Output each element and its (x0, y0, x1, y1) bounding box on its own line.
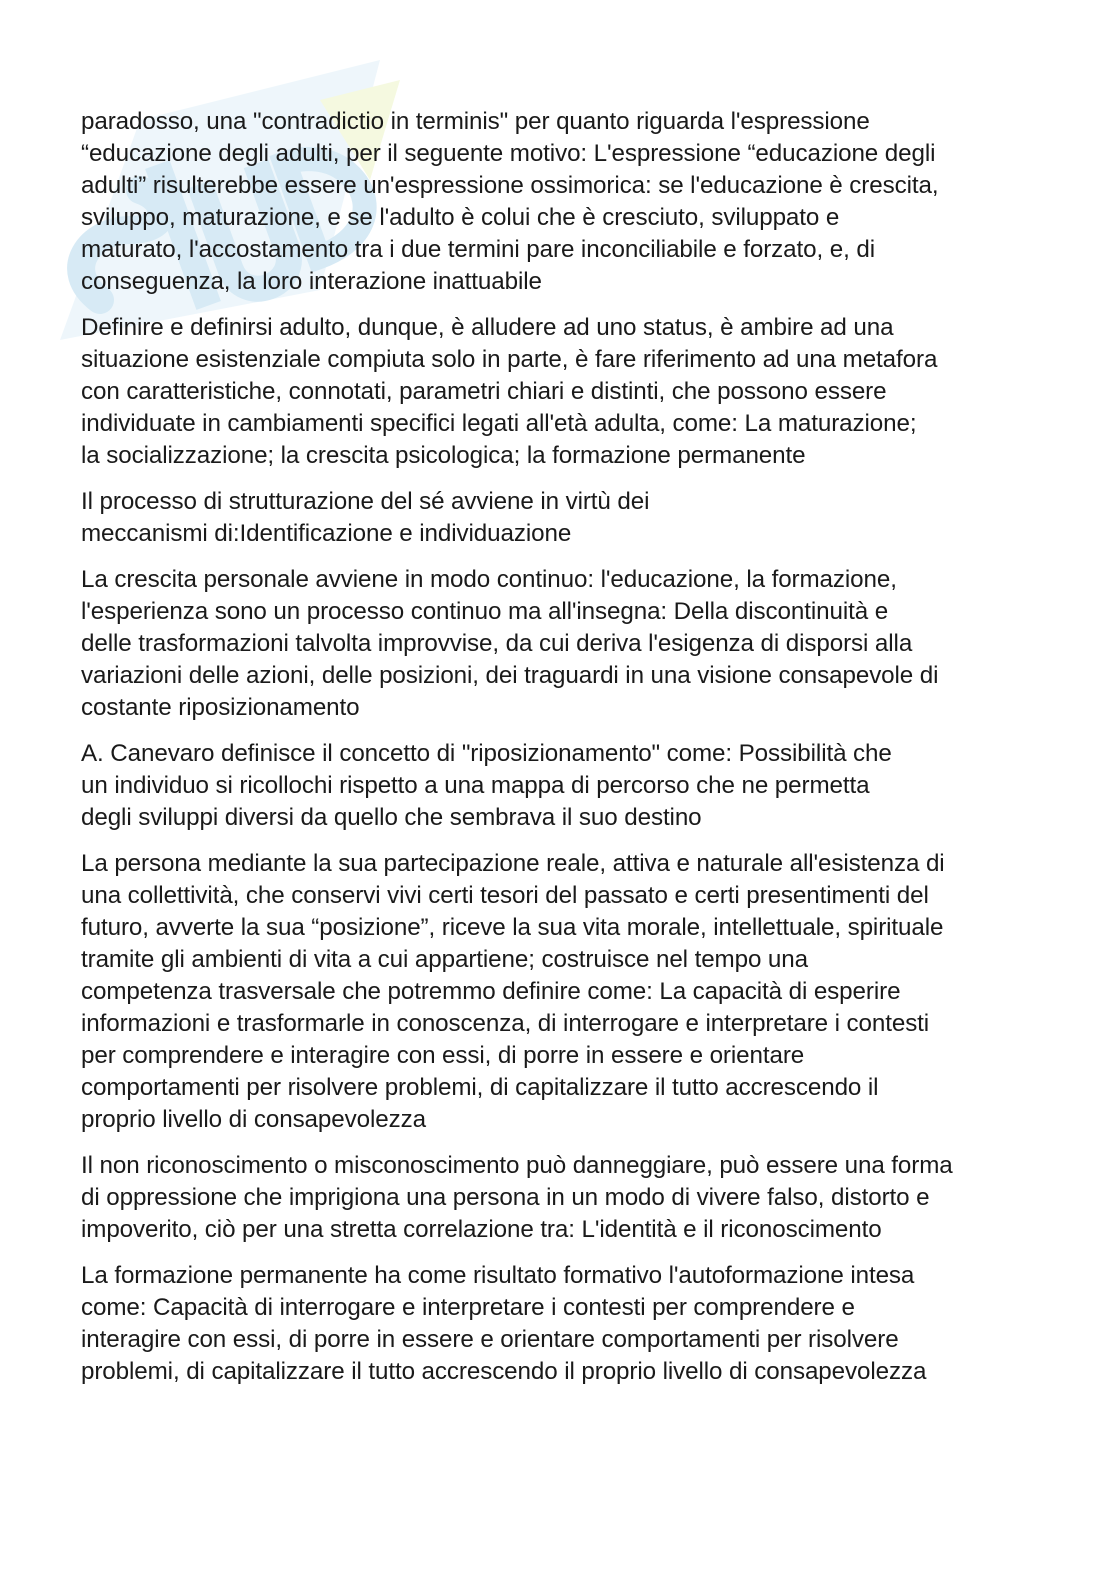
paragraph-line: meccanismi di:Identificazione e individuazione (81, 520, 572, 547)
paragraph-line: proprio livello di consapevolezza (81, 1106, 426, 1133)
paragraph-line: situazione esistenziale compiuta solo in parte, è fare riferimento ad una metafora (81, 346, 938, 373)
paragraph-line: tramite gli ambienti di vita a cui appartiene; costruisce nel tempo una (81, 946, 808, 973)
paragraph-6 (81, 848, 1041, 1136)
paragraph-line: informazioni e trasformarle in conoscenza, di interrogare e interpretare i contesti (81, 1010, 930, 1037)
paragraph-2 (81, 312, 1041, 472)
paragraph-line: “educazione degli adulti, per il seguente motivo: L'espressione “educazione degli (81, 140, 936, 167)
paragraph-3 (81, 486, 1041, 550)
paragraph-line: la socializzazione; la crescita psicologica; la formazione permanente (81, 442, 806, 469)
paragraph-line: costante riposizionamento (81, 694, 360, 721)
paragraph-line: individuate in cambiamenti specifici legati all'età adulta, come: La maturazione; (81, 410, 917, 437)
paragraph-line: competenza trasversale che potremmo definire come: La capacità di esperire (81, 978, 901, 1005)
paragraph-7 (81, 1150, 1041, 1246)
paragraph-line: interagire con essi, di porre in essere e orientare comportamenti per risolvere (81, 1326, 899, 1353)
paragraph-line: A. Canevaro definisce il concetto di "riposizionamento" come: Possibilità che (81, 740, 892, 767)
paragraph-line: adulti” risulterebbe essere un'espressione ossimorica: se l'educazione è crescita, (81, 172, 939, 199)
paragraph-line: La crescita personale avviene in modo continuo: l'educazione, la formazione, (81, 566, 897, 593)
document-body (81, 106, 1041, 1402)
paragraph-line: una collettività, che conservi vivi certi tesori del passato e certi presentimenti del (81, 882, 929, 909)
paragraph-line: problemi, di capitalizzare il tutto accrescendo il proprio livello di consapevolezza (81, 1358, 927, 1385)
paragraph-line: comportamenti per risolvere problemi, di capitalizzare il tutto accrescendo il (81, 1074, 879, 1101)
paragraph-5 (81, 738, 1041, 834)
paragraph-line: paradosso, una "contradictio in terminis" per quanto riguarda l'espressione (81, 108, 870, 135)
paragraph-line: Il non riconoscimento o misconoscimento può danneggiare, può essere una forma (81, 1152, 953, 1179)
paragraph-line: variazioni delle azioni, delle posizioni, dei traguardi in una visione consapevole di (81, 662, 939, 689)
paragraph-line: per comprendere e interagire con essi, di porre in essere e orientare (81, 1042, 805, 1069)
paragraph-line: Il processo di strutturazione del sé avviene in virtù dei (81, 488, 650, 515)
paragraph-4 (81, 564, 1041, 724)
paragraph-8 (81, 1260, 1041, 1388)
paragraph-line: delle trasformazioni talvolta improvvise, da cui deriva l'esigenza di disporsi alla (81, 630, 913, 657)
paragraph-line: impoverito, ciò per una stretta correlazione tra: L'identità e il riconoscimento (81, 1216, 882, 1243)
paragraph-line: La persona mediante la sua partecipazione reale, attiva e naturale all'esistenza di (81, 850, 945, 877)
paragraph-line: l'esperienza sono un processo continuo ma all'insegna: Della discontinuità e (81, 598, 889, 625)
paragraph-line: conseguenza, la loro interazione inattuabile (81, 268, 542, 295)
paragraph-line: come: Capacità di interrogare e interpretare i contesti per comprendere e (81, 1294, 855, 1321)
paragraph-line: degli sviluppi diversi da quello che sembrava il suo destino (81, 804, 702, 831)
paragraph-line: maturato, l'accostamento tra i due termini pare inconciliabile e forzato, e, di (81, 236, 875, 263)
paragraph-line: con caratteristiche, connotati, parametri chiari e distinti, che possono essere (81, 378, 887, 405)
paragraph-line: La formazione permanente ha come risultato formativo l'autoformazione intesa (81, 1262, 915, 1289)
paragraph-line: un individuo si ricollochi rispetto a una mappa di percorso che ne permetta (81, 772, 870, 799)
paragraph-line: di oppressione che imprigiona una persona in un modo di vivere falso, distorto e (81, 1184, 930, 1211)
paragraph-line: sviluppo, maturazione, e se l'adulto è colui che è cresciuto, sviluppato e (81, 204, 840, 231)
paragraph-1 (81, 106, 1041, 298)
paragraph-line: Definire e definirsi adulto, dunque, è alludere ad uno status, è ambire ad una (81, 314, 894, 341)
paragraph-line: futuro, avverte la sua “posizione”, riceve la sua vita morale, intellettuale, spirituale (81, 914, 944, 941)
